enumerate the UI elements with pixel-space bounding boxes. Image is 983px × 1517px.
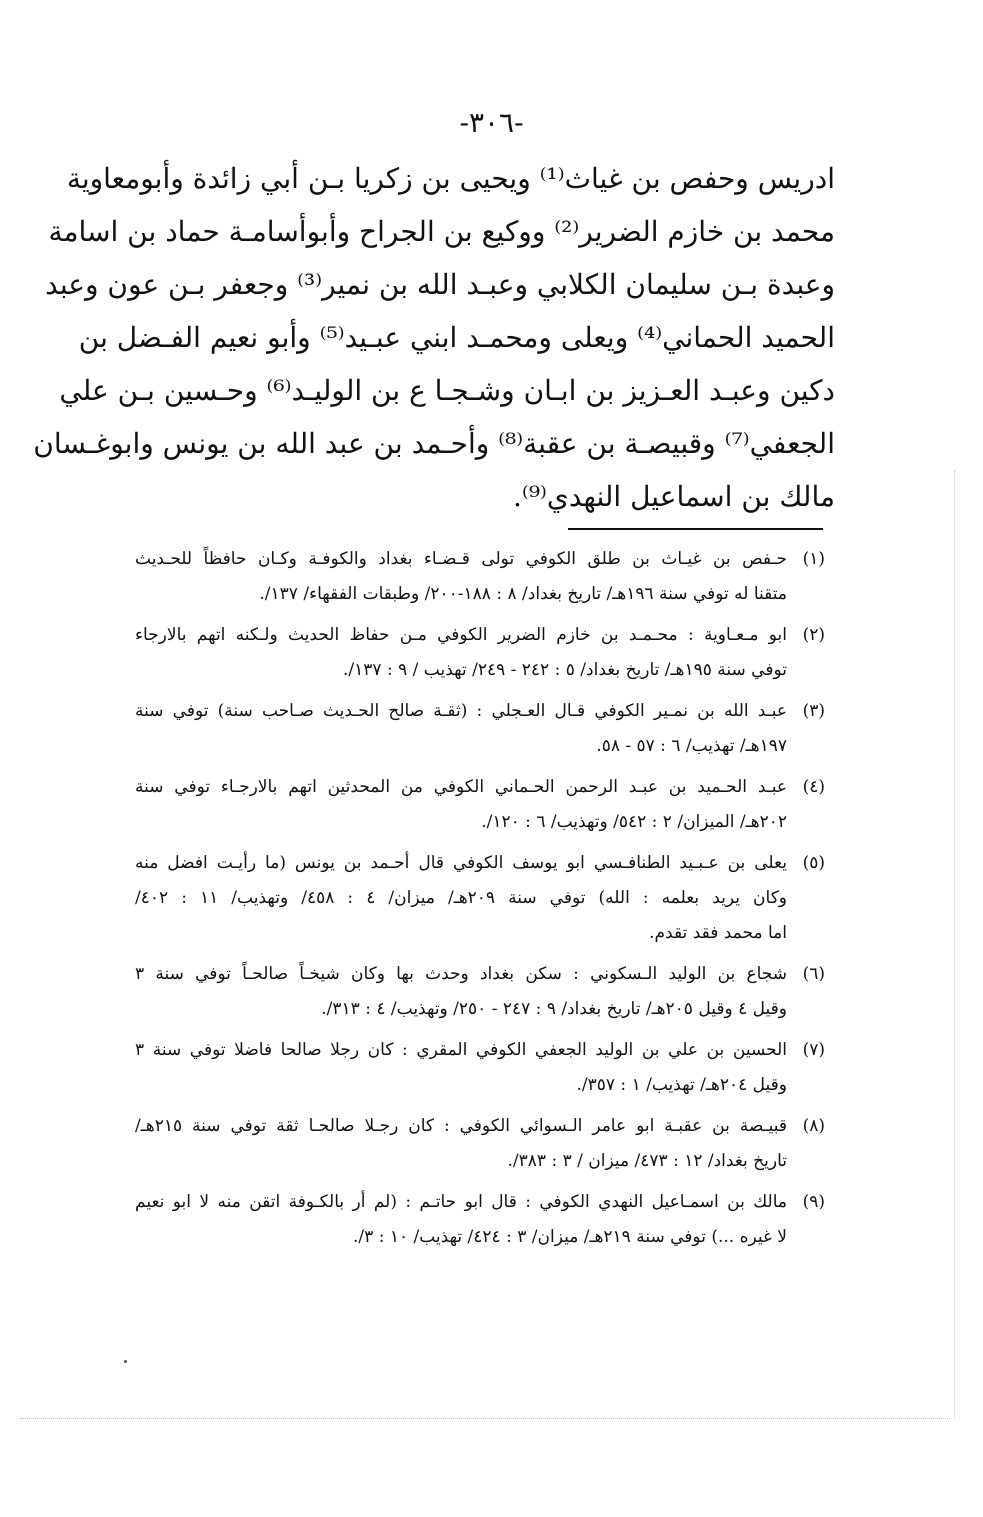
footnote-number: (٤) [802, 777, 825, 797]
footnote-9 [135, 1185, 825, 1255]
footnote-line: متقنا له توفي سنة ١٩٦هـ/ تاريخ بغداد/ ٨ : ١٨٨-٢٠٠/ وطبقات الفقهاء/ ١٣٧/. [259, 584, 787, 604]
footnote-6 [135, 957, 825, 1027]
footnote-1 [135, 542, 825, 612]
footnote-number: (٣) [802, 701, 825, 721]
footnote-line: وكان يريد بعلمه : الله) توفي سنة ٢٠٩هـ/ ميزان/ ٤ : ٤٥٨/ وتهذيب/ ١١ : ٤٠٢/ [135, 888, 787, 908]
footnote-line: عبـد الله بن نمـير الكوفي قـال العـجلي : (ثقـة صالح الحـديث صـاحب سنة) توفي سنة [135, 701, 787, 721]
footnote-line: حـفص بن غيـاث بن طلق الكوفي تولى قـضـاء بغداد والكوفـة وكـان حافظاً للحـديث [135, 549, 787, 569]
footnote-7 [135, 1033, 825, 1103]
footnote-line: توفي سنة ١٩٥هـ/ تاريخ بغداد/ ٥ : ٢٤٢ - ٢٤٩/ تهذيب / ٩ : ١٣٧/. [343, 660, 787, 680]
footnote-5 [135, 846, 825, 951]
footnote-line: تاريخ بغداد/ ١٢ : ٤٧٣/ ميزان / ٣ : ٣٨٣/. [507, 1151, 787, 1171]
footnote-3 [135, 694, 825, 764]
footnote-line: يعلى بن عـبـيد الطنافـسي ابو يوسف الكوفي قال أحـمد بن يونس (ما رأيـت افضل منه [135, 853, 787, 873]
scan-edge-line [20, 1418, 950, 1419]
footnote-line: مالك بن اسمـاعيل النهدي الكوفي : قال ابو حاتـم : (لم أر بالكـوفة اتقن منه لا ابو نعيم [135, 1192, 787, 1212]
footnote-line: اما محمد فقد تقدم. [649, 923, 787, 943]
footnote-line: لا غيره ...) توفي سنة ٢١٩هـ/ ميزان/ ٣ : ٤٢٤/ تهذيب/ ١٠ : ٣/. [353, 1227, 787, 1247]
footnote-8 [135, 1109, 825, 1179]
footnote-line: عبـد الحـميد بن عبـد الرحمن الحـماني الكوفي من المحدثين اتهم بالارجـاء توفي سنة [135, 777, 787, 797]
footnote-number: (٥) [802, 853, 825, 873]
footnote-2 [135, 618, 825, 688]
footnote-line: الحسين بن علي بن الوليد الجعفي الكوفي المقري : كان رجلا صالحا فاضلا توفي سنة ٣ [135, 1040, 787, 1060]
footnote-number: (٢) [802, 625, 825, 645]
main-text-line: محمد بن خازم الضرير⁽²⁾ ووكيع بن الجراح وأبوأسامـة حماد بن اسامة [48, 215, 835, 248]
footnote-number: (٩) [802, 1192, 825, 1212]
main-text-line: وعبدة بـن سليمان الكلابي وعبـد الله بن نمير⁽³⁾ وجعفر بـن عون وعبد [45, 268, 835, 301]
main-text-line: دكين وعبـد العـزيز بن ابـان وشـجـا ع بن الوليـد⁽⁶⁾ وحـسين بـن علي [59, 374, 835, 407]
scan-edge-mark [954, 470, 955, 1420]
main-text-line: الحميد الحماني⁽⁴⁾ ويعلى ومحمـد ابني عبـيد⁽⁵⁾ وأبو نعيم الفـضل بن [78, 321, 835, 354]
footnotes [135, 542, 825, 1261]
page-number: -٣٠٦- [459, 106, 524, 139]
footnote-number: (١) [802, 549, 825, 569]
footnote-line: وقيل ٤ وقيل ٢٠٥هـ/ تاريخ بغداد/ ٩ : ٢٤٧ - ٢٥٠/ وتهذيب/ ٤ : ٣١٣/. [321, 999, 787, 1019]
footnote-line: ١٩٧هـ/ تهذيب/ ٦ : ٥٧ - ٥٨. [596, 736, 787, 756]
footnote-number: (٧) [802, 1040, 825, 1060]
footnote-line: ابو مـعـاوية : محـمـد بن خازم الضرير الكوفي مـن حفاظ الحديث ولـكنه اتهم بالارجاء [135, 625, 787, 645]
main-text-line: ادريس وحفص بن غياث⁽¹⁾ ويحيى بن زكريا بـن أبي زائدة وأبومعاوية [66, 162, 835, 195]
footnote-4 [135, 770, 825, 840]
footnote-separator [568, 528, 823, 530]
main-text-line: مالك بن اسماعيل النهدي⁽⁹⁾. [513, 480, 835, 513]
footnote-line: شجاع بن الوليد الـسكوني : سكن بغداد وحدث بها وكان شيخـاً صالحـاً توفي سنة ٣ [135, 964, 787, 984]
scan-speck [124, 1360, 127, 1363]
footnote-line: ٢٠٢هـ/ الميزان/ ٢ : ٥٤٢/ وتهذيب/ ٦ : ١٢٠/. [481, 812, 787, 832]
footnote-number: (٦) [802, 964, 825, 984]
main-text [33, 152, 835, 523]
footnote-line: قبيـصة بن عقبـة ابو عامر الـسوائي الكوفي : كان رجـلا صالحـا ثقة توفي سنة ٢١٥هـ/ [135, 1116, 787, 1136]
footnote-number: (٨) [802, 1116, 825, 1136]
main-text-line: الجعفي⁽⁷⁾ وقبيصـة بن عقبة⁽⁸⁾ وأحـمد بن عبد الله بن يونس وابوغـسان [33, 427, 835, 460]
footnote-line: وقيل ٢٠٤هـ/ تهذيب/ ١ : ٣٥٧/. [576, 1075, 787, 1095]
